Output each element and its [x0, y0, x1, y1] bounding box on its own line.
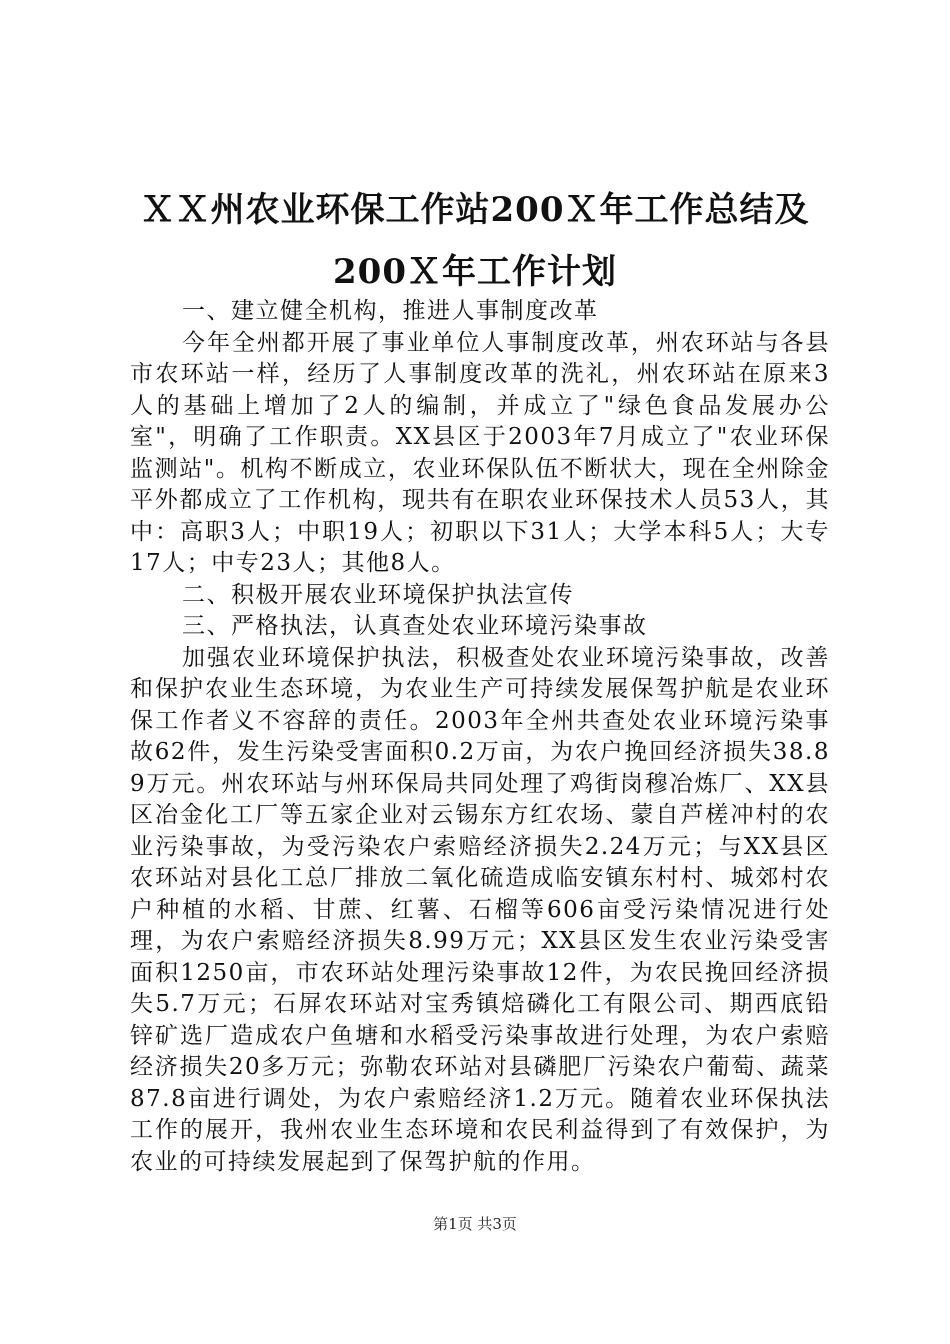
- body-paragraph-2: 加强农业环境保护执法，积极查处农业环境污染事故，改善和保护农业生态环境，为农业生产可持续发展保驾护航是农业环保工作者义不容辞的责任。2003年全州共查处农业环境污染事故62件，发生污染受害面积0.2万亩，为农户挽回经济损失38.89万元。州农环站与州环保局共同处理了鸡街岗穆冶炼厂、XX县区冶金化工厂等五家企业对云锡东方红农场、蒙自芦槎冲村的农业污染事故，为受污染农户索赔经济损失2.24万元；与XX县区农环站对县化工总厂排放二氧化硫造成临安镇东村村、城郊村农户种植的水稻、甘蔗、红薯、石榴等606亩受污染情况进行处理，为农户索赔经济损失8.99万元；XX县区发生农业污染受害面积1250亩，市农环站处理污染事故12件，为农民挽回经济损失5.7万元；石屏农环站对宝秀镇焙磷化工有限公司、期西底铅锌矿选厂造成农户鱼塘和水稻受污染事故进行处理，为农户索赔经济损失20多万元；弥勒农环站对县磷肥厂污染农户葡萄、蔬菜87.8亩进行调处，为农户索赔经济1.2万元。随着农业环保执法工作的展开，我州农业生态环境和农民利益得到了有效保护，为农业的可持续发展起到了保驾护航的作用。: [130, 644, 830, 1175]
- section-heading-3: 三、严格执法，认真查处农业环境污染事故: [182, 613, 648, 639]
- document-body: [130, 296, 830, 1178]
- document-title-line-2: 200Ｘ年工作计划: [333, 252, 617, 292]
- document-title-line-1: ＸＸ州农业环保工作站200Ｘ年工作总结及: [140, 190, 810, 230]
- body-paragraph-1: 今年全州都开展了事业单位人事制度改革，州农环站与各县市农环站一样，经历了人事制度改革的洗礼，州农环站在原来3人的基础上增加了2人的编制，并成立了"绿色食品发展办公室"，明确了工作职责。XX县区于2003年7月成立了"农业环保监测站"。机构不断成立，农业环保队伍不断状大，现在全州除金平外都成立了工作机构，现共有在职农业环保技术人员53人，其中：高职3人；中职19人；初职以下31人；大学本科5人；大专17人；中专23人；其他8人。: [130, 329, 830, 576]
- section-heading-1: 一、建立健全机构，推进人事制度改革: [182, 298, 599, 324]
- page-footer: 第1页 共3页: [433, 1215, 517, 1233]
- section-heading-2: 二、积极开展农业环境保护执法宣传: [182, 581, 574, 608]
